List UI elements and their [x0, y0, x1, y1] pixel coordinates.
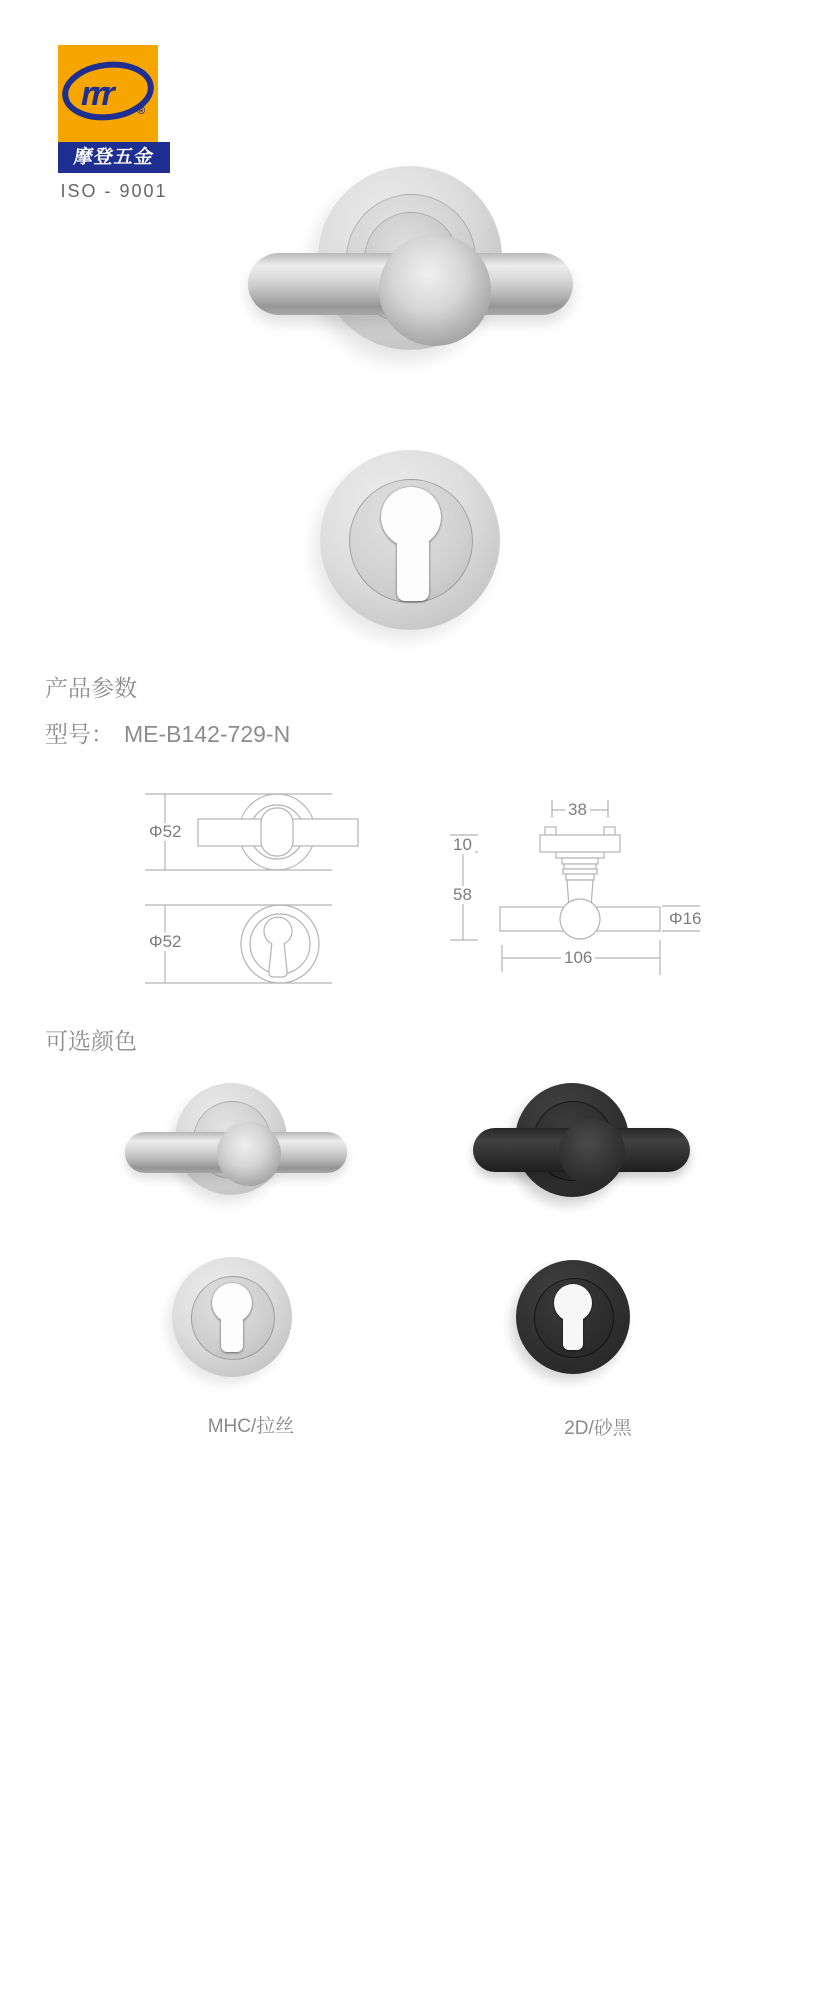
technical-drawings: [0, 770, 840, 1000]
dim-spindle-width: 38: [565, 801, 590, 819]
logo-mark-text: rrr: [81, 75, 112, 113]
dim-length: 106: [561, 949, 595, 967]
variant-brushed-ball: [217, 1122, 281, 1186]
brand-name-banner: [58, 142, 170, 173]
variant-brushed-label: MHC/拉丝: [207, 1416, 295, 1437]
handle-center-ball: [379, 234, 491, 346]
brand-logo: [58, 45, 158, 142]
variant-black-ball: [559, 1119, 625, 1185]
variant-black-keyhole-slot: [563, 1305, 583, 1350]
model-number-line: [45, 716, 290, 749]
keyhole-slot: [397, 520, 429, 601]
dim-height: 58: [450, 886, 475, 904]
dim-rose-thickness: 10: [450, 836, 475, 854]
dim-escutcheon-diameter: Φ52: [146, 933, 184, 951]
variant-brushed-keyhole-slot: [221, 1305, 243, 1352]
brand-logo-mark-icon: [58, 45, 158, 142]
variant-black-label: 2D/砂黑: [564, 1418, 632, 1439]
brand-name-text: 摩登五金: [72, 147, 156, 168]
iso-certification-label: ISO - 9001: [60, 181, 168, 201]
model-value: ME-B142-729-N: [124, 721, 291, 747]
model-label: 型号：: [45, 721, 114, 747]
section-title-parameters: 产品参数: [45, 675, 137, 701]
dim-handle-rose-diameter: Φ52: [146, 823, 184, 841]
registered-mark: ®: [137, 105, 146, 117]
dim-lever-diameter: Φ16: [666, 910, 704, 928]
section-title-colors: 可选颜色: [45, 1028, 137, 1054]
